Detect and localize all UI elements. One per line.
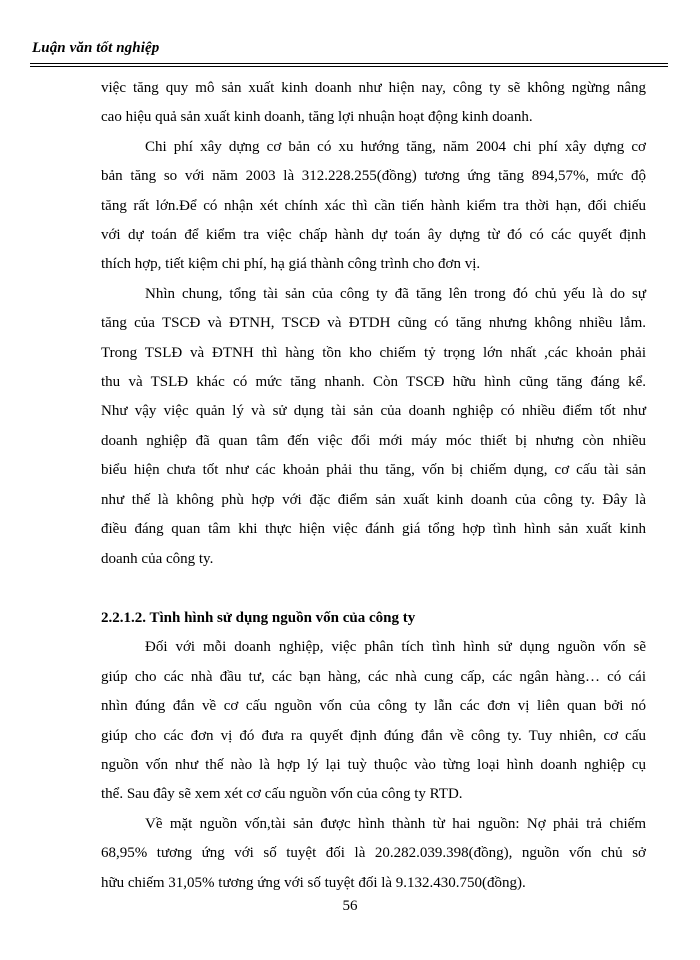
paragraph-line: thu và TSLĐ khác có mức tăng nhanh. Còn TSCĐ hữu hình cũng tăng đáng kể. [101,374,646,391]
paragraph-line: biểu hiện chưa tốt như các khoản phải thu tăng, vốn bị chiếm dụng, cơ cấu tài sản [101,462,646,479]
paragraph-line: nguồn vốn như thế nào là hợp lý lại tuỳ thuộc vào từng loại hình doanh nghiệp cụ [101,756,646,773]
paragraph-line: bản tăng so với năm 2003 là 312.228.255(đồng) tương ứng tăng 894,57%, mức độ [101,168,646,185]
paragraph-2 [101,133,646,280]
spacer [101,574,646,604]
paragraph-line: việc tăng quy mô sản xuất kinh doanh như hiện nay, công ty sẽ không ngừng nâng [101,80,646,96]
document-body [101,74,646,898]
paragraph-line: như thế là không phù hợp với đặc điểm sản xuất kinh doanh của công ty. Đây là [101,491,646,508]
paragraph-line: Chi phí xây dựng cơ bản có xu hướng tăng, năm 2004 chi phí xây dựng cơ [145,138,646,155]
paragraph-5 [101,810,646,898]
paragraph-line: doanh của công ty. [101,550,214,567]
paragraph-line: giúp cho các nhà đầu tư, các bạn hàng, các nhà cung cấp, các ngân hàng… có cái [101,668,646,685]
paragraph-4 [101,633,646,809]
paragraph-line: doanh nghiệp đã quan tâm đến việc đổi mới máy móc thiết bị nhưng còn nhiều [101,432,646,449]
paragraph-1 [101,74,646,133]
paragraph-line: Đối với mỗi doanh nghiệp, việc phân tích tình hình sử dụng nguồn vốn sẽ [145,639,646,656]
paragraph-line: thể. Sau đây sẽ xem xét cơ cấu nguồn vốn của công ty RTD. [101,786,463,803]
paragraph-3 [101,280,646,574]
document-header-title: Luận văn tốt nghiệp [32,40,160,56]
section-heading: 2.2.1.2. Tình hình sử dụng nguồn vốn của công ty [101,609,416,626]
section-heading-block [101,604,646,633]
paragraph-line: thích hợp, tiết kiệm chi phí, hạ giá thành công trình cho đơn vị. [101,256,481,273]
paragraph-line: Trong TSLĐ và ĐTNH thì hàng tồn kho chiếm tỷ trọng lớn nhất ,các khoản phải [101,344,646,361]
header-double-rule [30,61,668,71]
paragraph-line: hữu chiếm 31,05% tương ứng với số tuyệt đối là 9.132.430.750(đồng). [101,874,526,891]
paragraph-line: cao hiệu quả sản xuất kinh doanh, tăng lợi nhuận hoạt động kinh doanh. [101,109,533,126]
paragraph-line: Nhìn chung, tổng tài sản của công ty đã tăng lên trong đó chủ yếu là do sự [145,285,646,302]
paragraph-line: điều đáng quan tâm khi thực hiện việc đánh giá tổng hợp tình hình sản xuất kinh [101,521,646,538]
paragraph-line: tăng của TSCĐ và ĐTNH, TSCĐ và ĐTDH cũng có tăng nhưng không nhiều lắm. [101,315,646,332]
page-number: 56 [342,898,358,914]
paragraph-line: giúp cho các đơn vị đó đưa ra quyết định đúng đắn về công ty. Tuy nhiên, cơ cấu [101,727,646,744]
paragraph-line: nhìn đúng đắn về cơ cấu nguồn vốn của công ty lẫn các đơn vị liên quan bởi nó [101,698,646,715]
paragraph-line: 68,95% tương ứng với số tuyệt đối là 20.282.039.398(đồng), nguồn vốn chủ sở [101,845,646,862]
paragraph-line: với dự toán để kiểm tra việc chấp hành dự toán ây dựng từ đó có các quyết định [101,227,646,244]
paragraph-line: tăng rất lớn.Để có nhận xét chính xác thì cần tiến hành kiểm tra thời hạn, đối chiếu [101,197,646,214]
paragraph-line: Như vậy việc quản lý và sử dụng tài sản của doanh nghiệp có nhiều điểm tốt như [101,403,646,420]
paragraph-line: Về mặt nguồn vốn,tài sản được hình thành từ hai nguồn: Nợ phải trả chiếm [145,815,646,832]
